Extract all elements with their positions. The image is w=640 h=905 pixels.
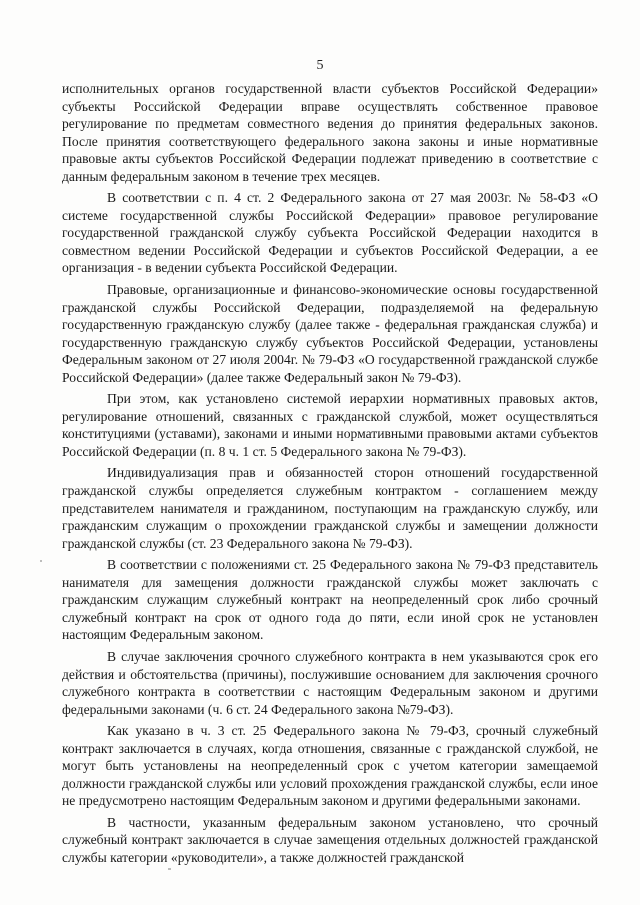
paragraph-hierarchy: При этом, как установлено системой иерархии нормативных правовых актов, регулирование отношений, связанных с гражданской службой, может осуществляться конституциями (уставами), законами и иными нормативными правовыми актами субъектов Российской Федерации (п. 8 ч. 1 ст. 5 Федерального закона № 79-ФЗ). [62,391,598,459]
paragraph-58fz-reference: В соответствии с п. 4 ст. 2 Федерального закона от 27 мая 2003г. № 58-ФЗ «О системе государственной службы Российской Федерации» правовое регулирование государственной гражданской службу субъекта Российской Федерации находится в совместном ведении Российской Федерации и субъектов Российской Федерации, а ее организация - в ведении субъекта Российской Федерации. [62,190,598,276]
paragraph-individualization: Индивидуализация прав и обязанностей сторон отношений государственной гражданской службы определяется служебным контрактом - соглашением между представителем нанимателя и гражданином, поступающим на гражданскую службу, или гражданским служащим о прохождении гражданской службы и замещении должности гражданской службы (ст. 23 Федерального закона № 79-ФЗ). [62,465,598,551]
paragraph-in-particular: В частности, указанным федеральным законом установлено, что срочный служебный контракт заключается в случае замещения отдельных должностей гражданской службы категории «руководители», а также должностей гражданской [62,814,598,865]
document-body [62,80,598,871]
scan-speck [40,560,42,562]
paragraph-part-3-article-25: Как указано в ч. 3 ст. 25 Федерального закона № 79-ФЗ, срочный служебный контракт заключается в случаях, когда отношения, связанные с гражданской службой, не могут быть установлены на неопределенный срок с учетом категории замещаемой должности гражданской службы или условий прохождения гражданской службы, если иное не предусмотрено настоящим Федеральным законом и другими федеральными законами. [62,723,598,809]
scan-speck [168,868,171,870]
page-number: 5 [316,58,324,73]
paragraph-article-25: В соответствии с положениями ст. 25 Федерального закона № 79-ФЗ представитель нанимателя для замещения должности гражданской службы может заключать с гражданским служащим служебный контракт на неопределенный срок либо срочный служебный контракт на срок от одного года до пяти, если иной срок не установлен настоящим Федеральным законом. [62,557,598,643]
paragraph-fixed-term-contract: В случае заключения срочного служебного контракта в нем указываются срок его действия и обстоятельства (причины), послужившие основанием для заключения срочного служебного контракта в соответствии с настоящим Федеральным законом и другими федеральными законами (ч. 6 ст. 24 Федерального закона №79-ФЗ). [62,648,598,717]
paragraph-legal-foundations: Правовые, организационные и финансово-экономические основы государственной гражданской службы Российской Федерации, подразделяемой на федеральную государственную гражданскую службу (далее также - федеральная гражданская служба) и государственную гражданскую службу субъектов Российской Федерации, установлены Федеральным законом от 27 июля 2004г. № 79-ФЗ «О государственной гражданской службе Российской Федерации» (далее также Федеральный закон № 79-ФЗ). [62,282,598,385]
paragraph-continuation: исполнительных органов государственной власти субъектов Российской Федерации» субъекты Российской Федерации вправе осуществлять собственное правовое регулирование по предметам совместного ведения до принятия федеральных законов. После принятия соответствующего федерального закона законы и иные нормативные правовые акты субъектов Российской Федерации подлежат приведению в соответствие с данным федеральным законом в течение трех месяцев. [62,81,598,184]
